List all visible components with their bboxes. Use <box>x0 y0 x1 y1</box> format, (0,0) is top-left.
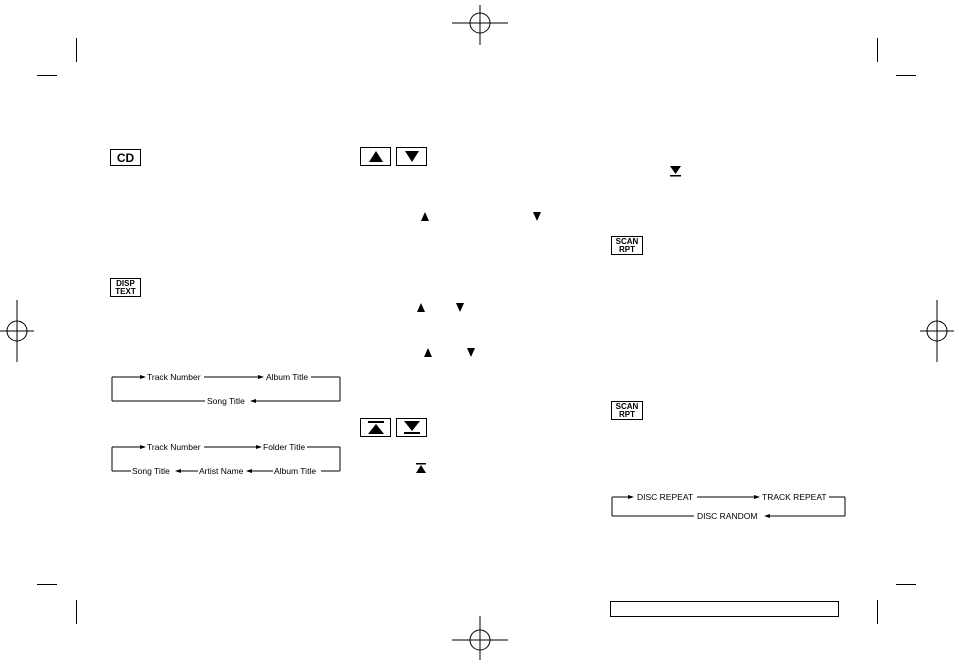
cd-flow-track-number: Track Number <box>147 372 201 382</box>
mp3-flow-folder-title: Folder Title <box>263 442 306 452</box>
mp3-flow-song-title: Song Title <box>132 466 170 476</box>
scan-rpt-button-line2: RPT <box>619 409 635 419</box>
mp3-flow-album-title: Album Title <box>274 466 317 476</box>
cd-button[interactable]: CD <box>110 149 141 166</box>
disp-text-button-line2: TEXT <box>115 286 136 296</box>
mp3-flow-artist-name: Artist Name <box>199 466 244 476</box>
scan-rpt-button-line1: SCAN <box>615 236 639 246</box>
repeat-flow-disc-repeat: DISC REPEAT <box>637 492 694 502</box>
scan-rpt-button-line1: SCAN <box>615 401 639 411</box>
scan-rpt-button-line2: RPT <box>619 244 635 254</box>
repeat-flow-disc-random: DISC RANDOM <box>697 511 758 521</box>
disp-text-button-line1: DISP <box>116 278 135 288</box>
repeat-flow-track-repeat: TRACK REPEAT <box>762 492 827 502</box>
cd-flow-song-title: Song Title <box>207 396 245 406</box>
cd-flow-album-title: Album Title <box>266 372 309 382</box>
page-footer-box <box>610 601 839 617</box>
mp3-flow-track-number: Track Number <box>147 442 201 452</box>
